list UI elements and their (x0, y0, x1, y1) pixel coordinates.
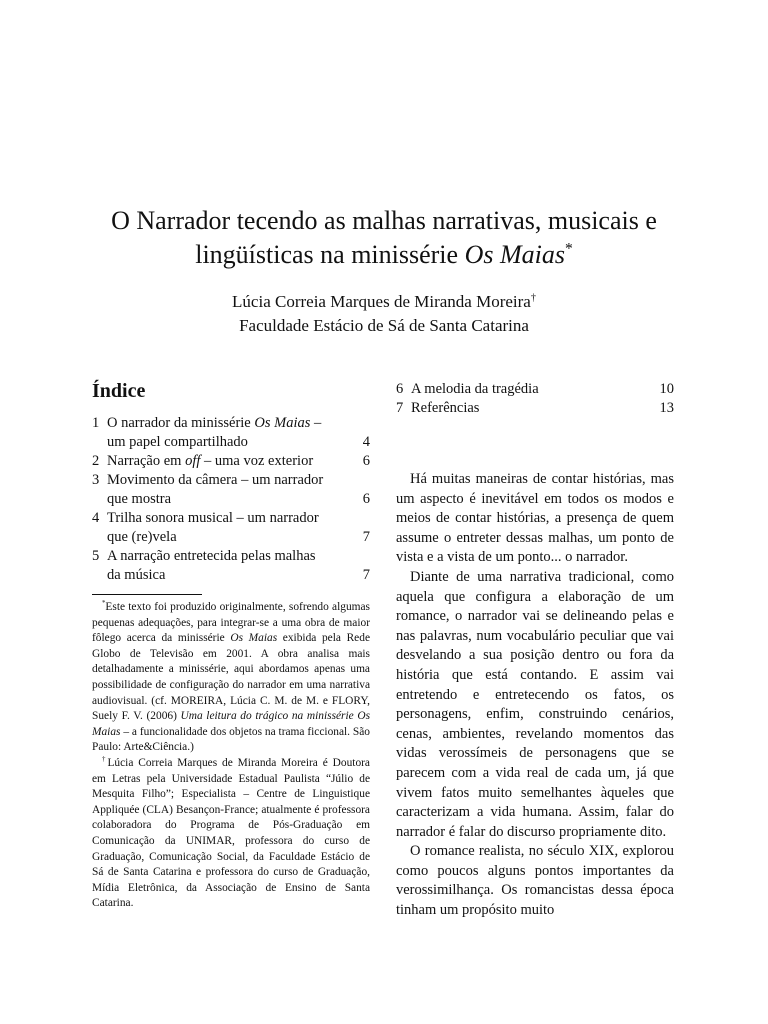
title-line-1: O Narrador tecendo as malhas narrativas, musicais e (111, 206, 657, 235)
paragraph-2: Diante de uma narrativa tradicional, como aquela que configura a elaboração de um romance, o narrador vai se delineando pelas e nas palavras, num vocabulário peculiar que vai desvelando a sua posição dentro ou fora da história que está contando. E assim vai entretendo e entretecendo os fatos, os personagens, enfim, construindo cenários, cenas, ambientes, revelando momentos das vidas verossímeis de personagens que se parecem com a vida real de cada um, já que vivem fatos muito semelhantes àqueles que caracterizam a vida humana. Assim, falar do narrador é falar do discurso propriamente dito. (396, 568, 674, 840)
toc-item-text: A narração entretecida pelas malhas (107, 548, 316, 564)
paper-title (60, 204, 708, 272)
toc-item-text: da música (107, 567, 166, 583)
toc-item-page: 6 (362, 453, 370, 469)
title-line-2-italic: Os Maias (464, 240, 565, 269)
toc-item-italic: off (185, 453, 201, 469)
toc-item-text: O narrador da minissérie (107, 415, 255, 431)
footnote-text: Lúcia Correia Marques de Miranda Moreira é Doutora em Letras pela Universidade Estadual Paulista “Júlio de Mesquita Filho”; Especialista – Centre de Linguistique Appliquée (CLA) Besançon-France; atualmente é professora colaboradora do Programa de Pós-Graduação em Comunicação da UNIMAR, professora do curso de Graduação, Comunicação Social, da Faculdade Estácio de Sá de Santa Catarina e professora do curso de Graduação, Mídia Eletrônica, da Associação de Ensino de Santa Catarina. (92, 756, 370, 910)
footnote-rule (92, 594, 202, 595)
toc-item-page: 7 (362, 567, 370, 583)
title-line-2-prefix: lingüísticas na minissérie (195, 240, 465, 269)
paragraph-3: O romance realista, no século XIX, explorou como poucos alguns pontos importantes da verossimilhança. Os romancistas dessa época tinham um propósito muito (396, 843, 674, 919)
footnote-text: exibida pela Rede Globo de Televisão em 2001. A obra analisa mais detalhadamente a minissérie, aqui abordamos apenas uma possibilidade de configuração do narrador em uma narrativa audiovisual. (cf. MOREIRA, Lúcia C. M. de M. e FLORY, Suely F. V. (2006) (92, 632, 370, 723)
toc-item-number: 7 (396, 400, 404, 416)
toc-item-7[interactable] (396, 399, 674, 418)
toc-item-page: 10 (659, 381, 674, 397)
table-of-contents-continued (396, 380, 674, 418)
footnotes (92, 600, 370, 912)
toc-item-6[interactable] (396, 380, 674, 399)
toc-item-text: que (re)vela (107, 529, 177, 545)
right-column (396, 380, 674, 921)
toc-item-number: 5 (92, 548, 100, 564)
footnote-2-mark: † (102, 756, 108, 764)
toc-item-text: – uma voz exterior (200, 453, 314, 469)
footnote-1 (92, 600, 370, 756)
toc-item-italic: Os Maias (254, 415, 311, 431)
toc-item-text: A melodia da tragédia (411, 381, 539, 397)
table-of-contents (92, 414, 370, 585)
toc-item-text: Movimento da câmera – um narrador (107, 472, 324, 488)
toc-item-5[interactable] (92, 547, 370, 566)
author-block (60, 290, 708, 338)
toc-item-text: – (310, 415, 322, 431)
author-name: Lúcia Correia Marques de Miranda Moreira (232, 292, 531, 311)
toc-item-1[interactable] (92, 414, 370, 433)
toc-item-page: 7 (362, 529, 370, 545)
toc-item-number: 1 (92, 415, 100, 431)
footnote-italic: Uma leitura do trágico na minissérie Os Maias (92, 710, 370, 738)
title-footnote-mark[interactable]: * (564, 240, 573, 258)
index-heading: Índice (92, 380, 146, 402)
toc-item-text: um papel compartilhado (107, 434, 248, 450)
toc-item-4-continued[interactable] (92, 528, 370, 547)
author-affiliation: Faculdade Estácio de Sá de Santa Catarina (239, 316, 529, 335)
footnote-2 (92, 756, 370, 912)
body-text (396, 470, 674, 921)
toc-item-page: 6 (362, 491, 370, 507)
toc-item-page: 4 (362, 434, 370, 450)
footnote-text: – a funcionalidade dos objetos na trama ficcional. São Paulo: Arte&Ciência.) (92, 725, 370, 754)
toc-item-number: 3 (92, 472, 100, 488)
left-column (92, 378, 370, 912)
toc-item-page: 13 (659, 400, 674, 416)
toc-item-number: 2 (92, 453, 100, 469)
toc-item-4[interactable] (92, 509, 370, 528)
footnote-text: Este texto foi produzido originalmente, sofrendo algumas pequenas adequações, para integrar-se a uma obra de maior fôlego acerca da minissérie (92, 601, 370, 645)
toc-item-3-continued[interactable] (92, 490, 370, 509)
toc-item-5-continued[interactable] (92, 566, 370, 585)
paragraph-1: Há muitas maneiras de contar histórias, mas um aspecto é inevitável em todos os modos e meios de contar histórias, a presença de quem assume o entreter dessas malhas, um ponto de vista e a vista de um ponto... o narrador. (396, 471, 674, 566)
toc-item-text: Narração em (107, 453, 186, 469)
toc-item-1-continued[interactable] (92, 433, 370, 452)
toc-item-number: 4 (92, 510, 100, 526)
toc-item-text: Referências (411, 400, 480, 416)
footnote-italic: Os Maias (230, 632, 278, 645)
author-footnote-mark[interactable]: † (530, 292, 536, 304)
toc-item-text: que mostra (107, 491, 172, 507)
toc-item-text: Trilha sonora musical – um narrador (107, 510, 319, 526)
footnote-1-mark: * (102, 600, 106, 608)
toc-item-2[interactable] (92, 452, 370, 471)
toc-item-3[interactable] (92, 471, 370, 490)
toc-item-number: 6 (396, 381, 404, 397)
